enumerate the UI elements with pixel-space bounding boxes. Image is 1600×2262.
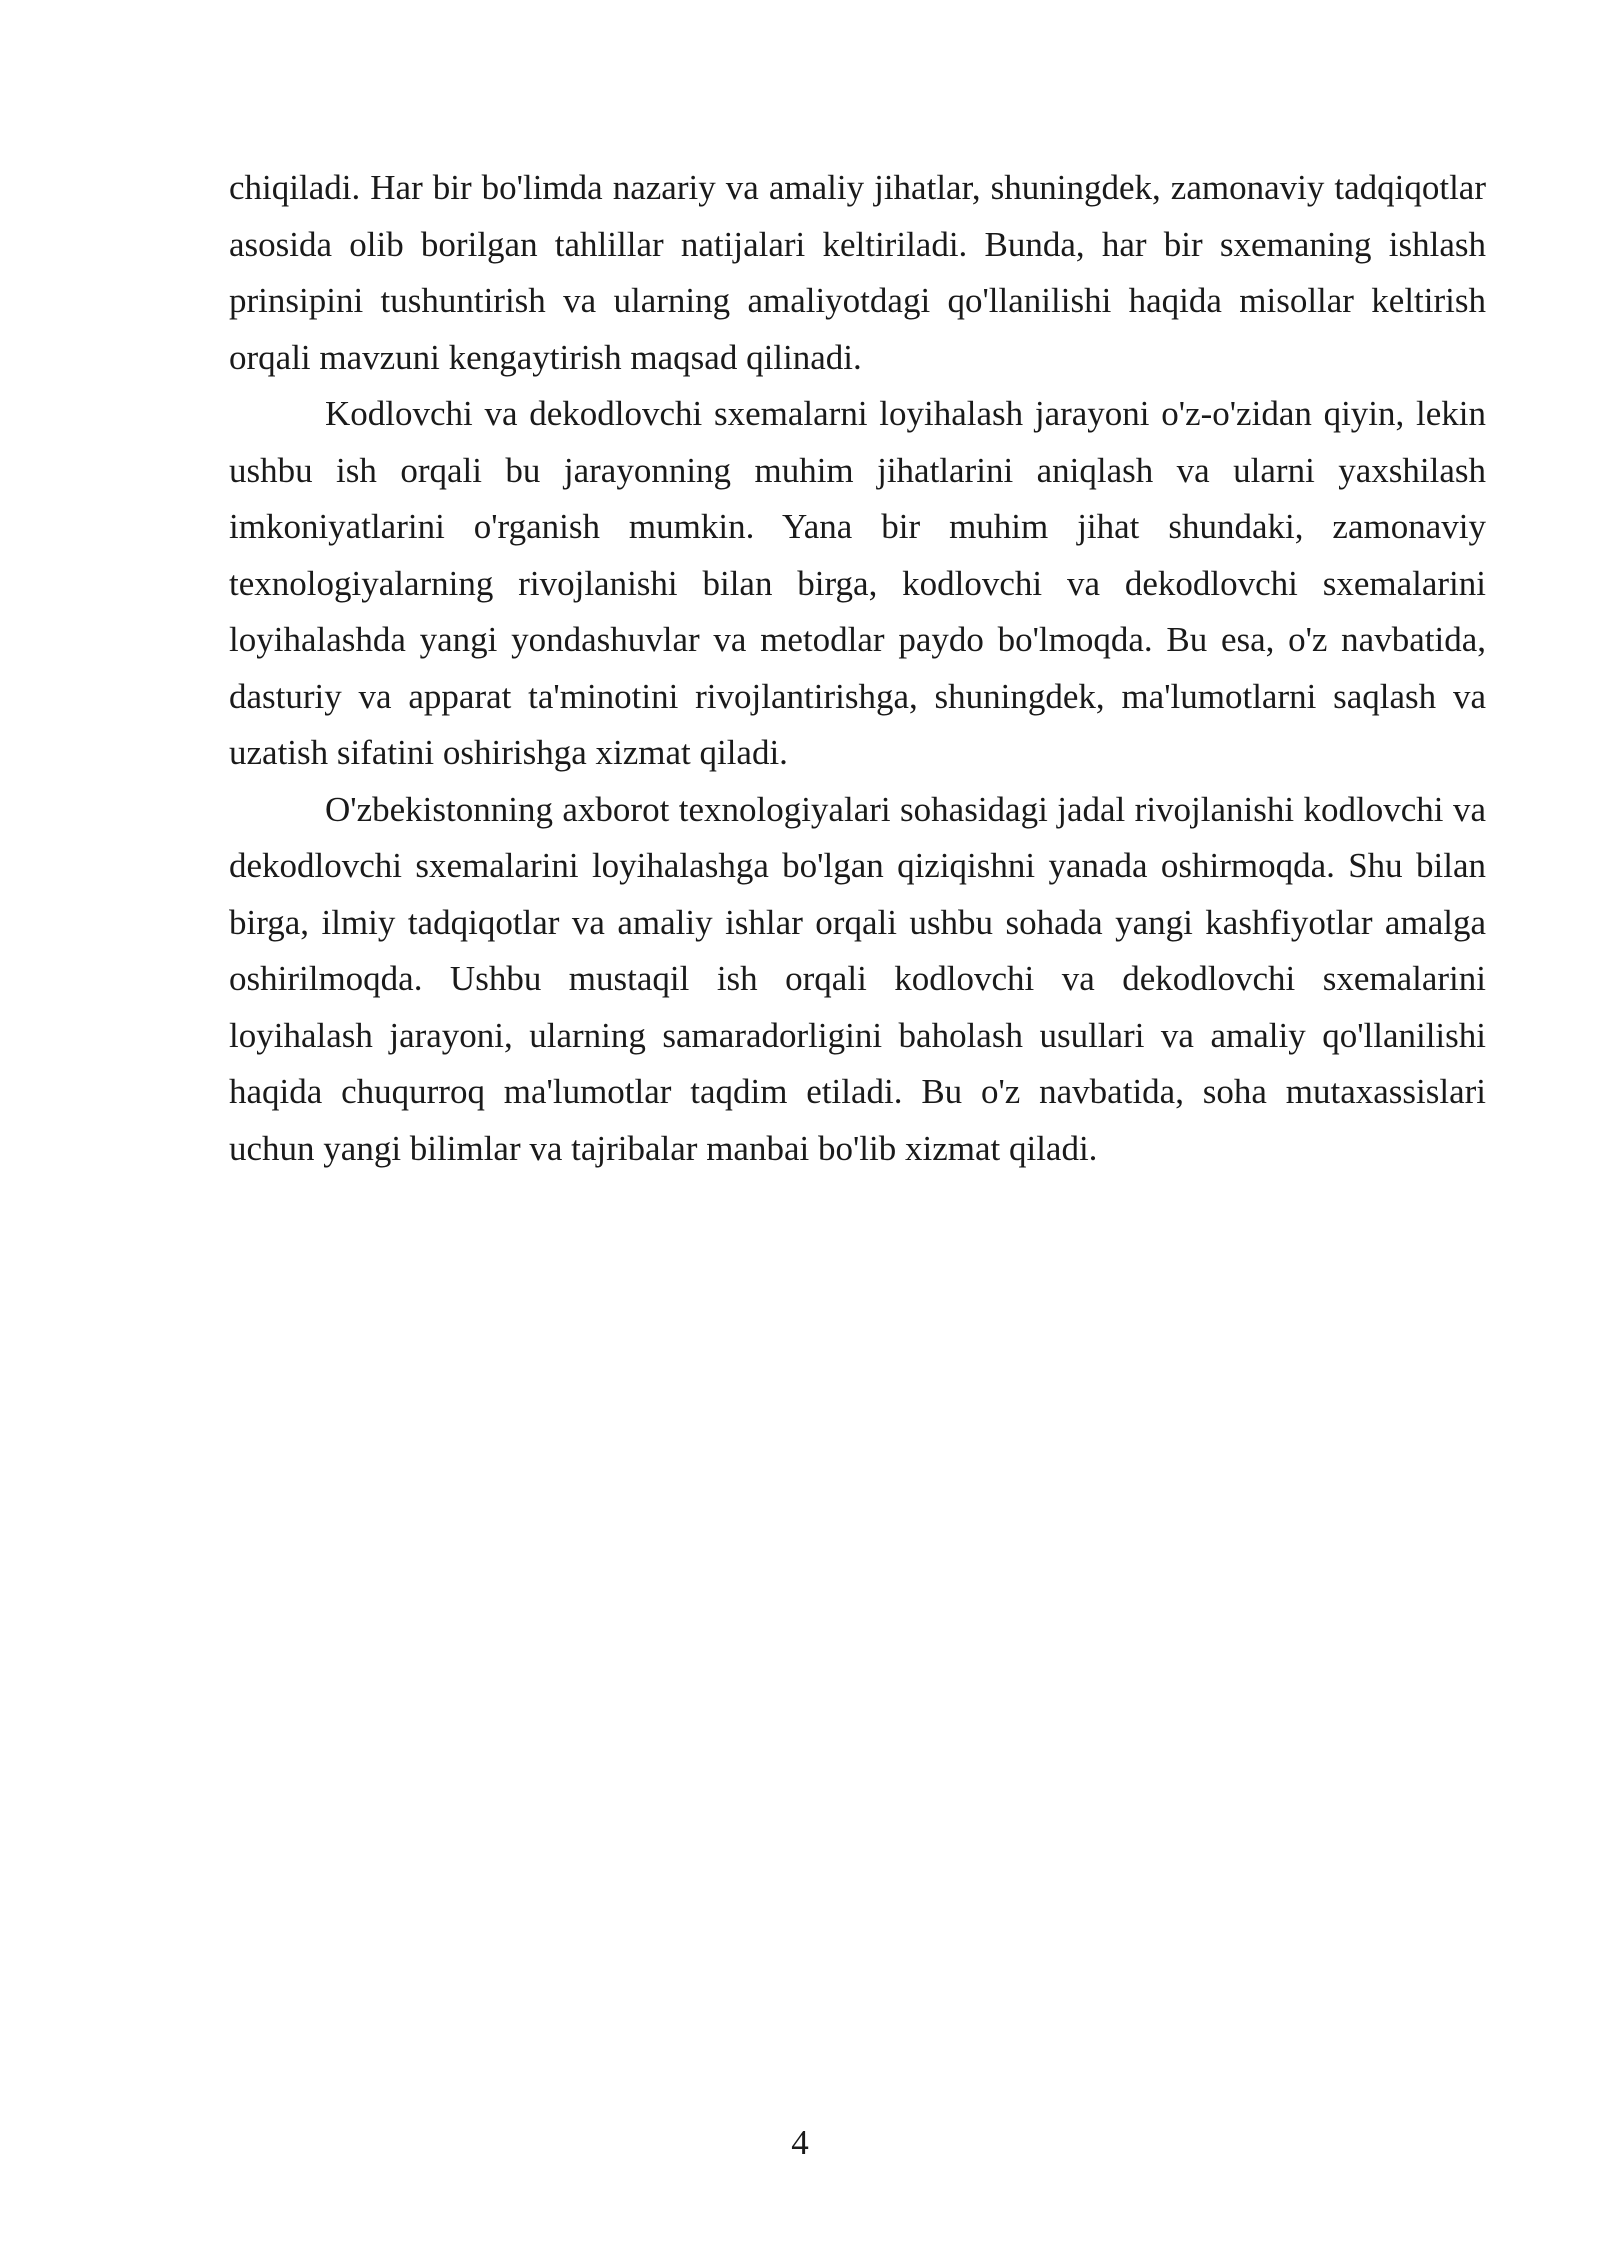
page-number: 4 xyxy=(791,2123,809,2162)
paragraph-uzbekistan-it: O'zbekistonning axborot texnologiyalari sohasidagi jadal rivojlanishi kodlovchi va dekodlovchi sxemalarini loyihalashga bo'lgan qiziqishni yanada oshirmoqda. Shu bilan birga, ilmiy tadqiqotlar va amaliy ishlar orqali ushbu sohada yangi kashfiyotlar amalga oshirilmoqda. Ushbu mustaqil ish orqali kodlovchi va dekodlovchi sxemalarini loyihalash jarayoni, ularning samaradorligini baholash usullari va amaliy qo'llanilishi haqida chuqurroq ma'lumotlar taqdim etiladi. Bu o'z navbatida, soha mutaxassislari uchun yangi bilimlar va tajribalar manbai bo'lib xizmat qiladi. xyxy=(229,789,1486,1168)
body-text xyxy=(229,160,1486,1177)
paragraph-continuation: chiqiladi. Har bir bo'limda nazariy va amaliy jihatlar, shuningdek, zamonaviy tadqiqotlar asosida olib borilgan tahlillar natijalari keltiriladi. Bunda, har bir sxemaning ishlash prinsipini tushuntirish va ularning amaliyotdagi qo'llanilishi haqida misollar keltirish orqali mavzuni kengaytirish maqsad qilinadi. xyxy=(229,168,1486,377)
paragraph-design-process: Kodlovchi va dekodlovchi sxemalarni loyihalash jarayoni o'z-o'zidan qiyin, lekin ushbu ish orqali bu jarayonning muhim jihatlarini aniqlash va ularni yaxshilash imkoniyatlarini o'rganish mumkin. Yana bir muhim jihat shundaki, zamonaviy texnologiyalarning rivojlanishi bilan birga, kodlovchi va dekodlovchi sxemalarini loyihalashda yangi yondashuvlar va metodlar paydo bo'lmoqda. Bu esa, o'z navbatida, dasturiy va apparat ta'minotini rivojlantirishga, shuningdek, ma'lumotlarni saqlash va uzatish sifatini oshirishga xizmat qiladi. xyxy=(229,394,1486,772)
